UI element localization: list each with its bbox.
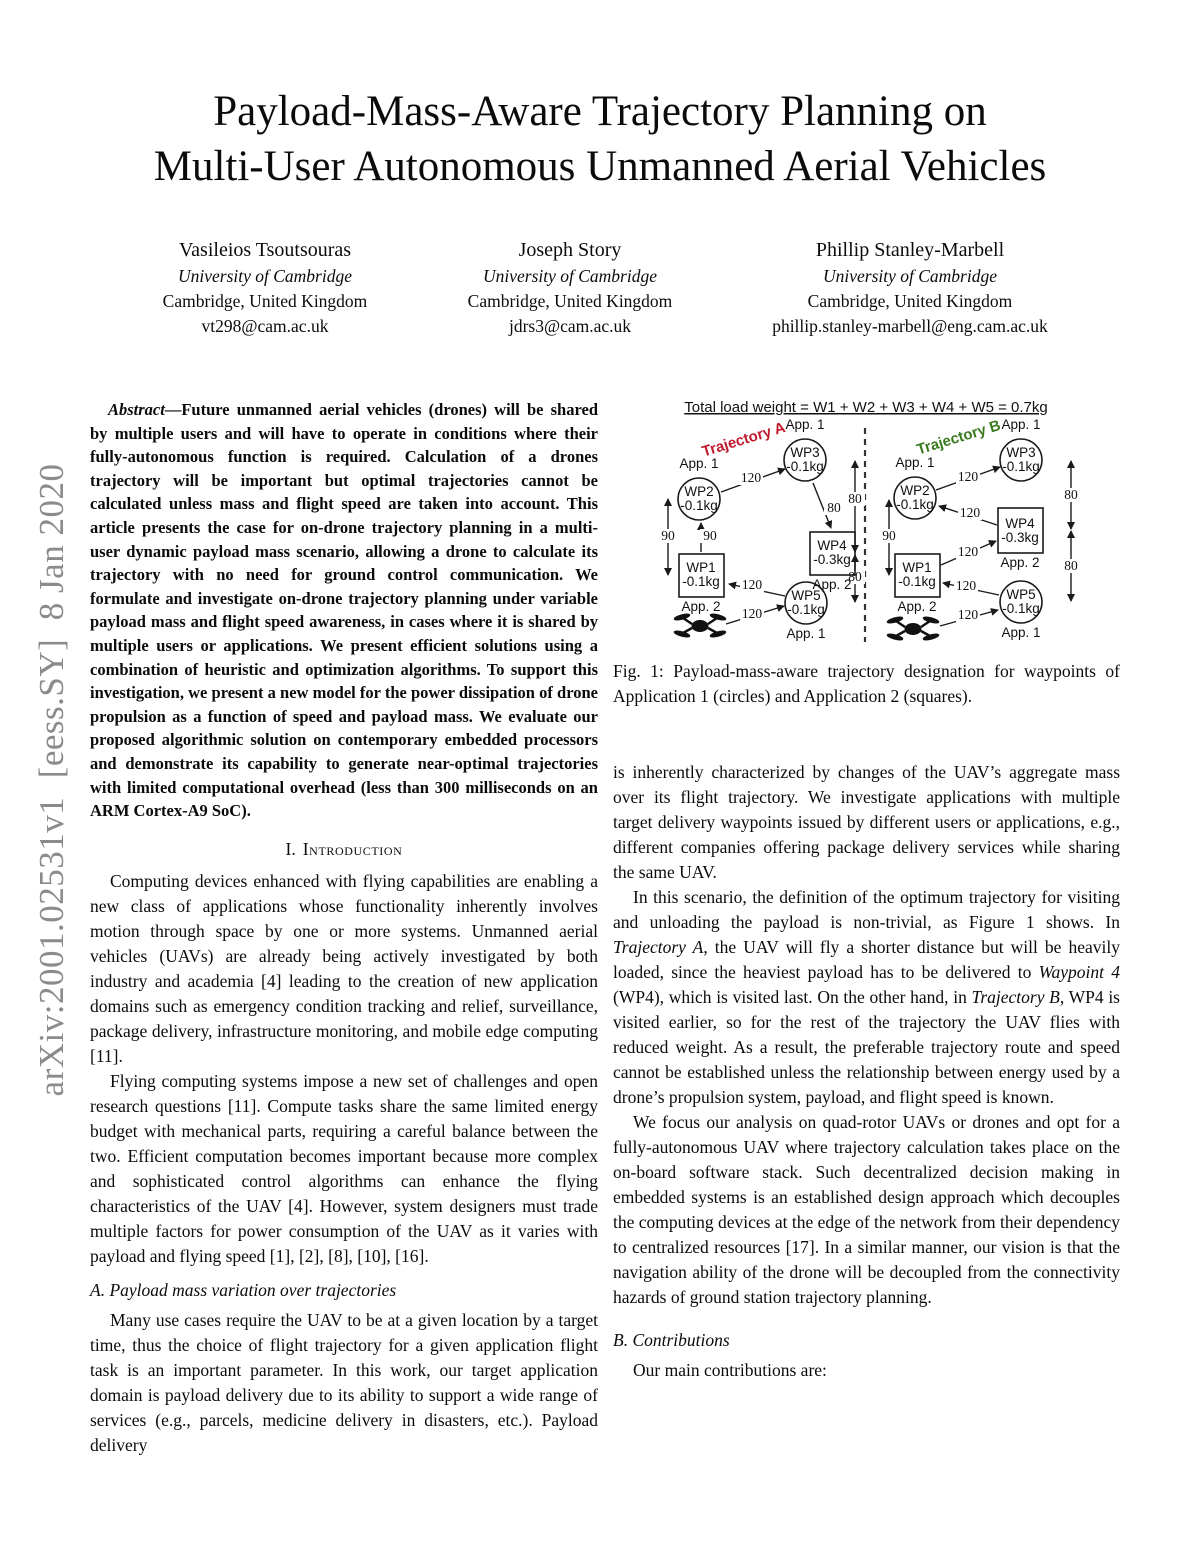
drone-icon (674, 613, 727, 638)
author-affiliation: University of Cambridge (822, 266, 997, 286)
trajectory-a-group (658, 417, 865, 641)
wp3-name: WP3 (1006, 445, 1036, 460)
distance-label-120: 120 (740, 470, 762, 485)
abstract-text: Future unmanned aerial vehicles (drones) will be shared by multiple users and will have to operate in conditions where their fully-autonomous function is required. Calculation of a drones trajectory will be important but optimal trajectories cannot be calculated unless mass and flight speed are taken into account. This article presents the case for on-drone trajectory planning in a multi-user dynamic payload mass scenario, allowing a drone to calculate its trajectory with no need for ground control communication. We formulate and investigate on-drone trajectory planning under variable payload mass and flight speed awareness, in cases where it is shared by multiple users or applications. We present efficient solutions using a combination of heuristic and optimization algorithms. To support this investigation, we present a new model for the power dissipation of drone propulsion as a function of speed and payload mass. We evaluate our proposed algorithmic solution on contemporary embedded processors and demonstrate its capability to generate near-optimal trajectories with limited computational overhead (less than 300 milliseconds on an ARM Cortex-A9 SoC). (90, 400, 598, 821)
wp5-mass: -0.1kg (1002, 601, 1040, 616)
distance-label-120: 120 (955, 578, 977, 593)
wp2-app-label: App. 1 (679, 456, 719, 471)
wp2-name: WP2 (900, 483, 930, 498)
author-name: Phillip Stanley-Marbell (815, 239, 1005, 261)
author-location: Cambridge, United Kingdom (807, 291, 1013, 311)
wp1-name: WP1 (686, 560, 716, 575)
wp3-mass: -0.1kg (1002, 459, 1040, 474)
wp1-app-label: App. 2 (897, 599, 937, 614)
dimension-label-90: 90 (661, 528, 675, 543)
figure-1 (613, 398, 1120, 709)
wp5-name: WP5 (791, 588, 821, 603)
distance-label-120: 120 (957, 607, 979, 622)
paragraph-segment: In this scenario, the definition of the optimum trajectory for visiting and unloading the payload is non-trivial, as Figure 1 shows. In (613, 887, 1120, 932)
wp2-name: WP2 (684, 484, 714, 499)
right-paragraph-2 (613, 885, 1120, 1110)
wp1-mass: -0.1kg (898, 574, 936, 589)
dimension-label-80: 80 (1064, 487, 1078, 502)
intro-paragraph-2: Flying computing systems impose a new set of challenges and open research questions [11]. Compute tasks share the same limited energy budget with mechanical parts, requiring a careful balance between the two. Efficient computation becomes important because more complex and sophisticated control algorithms can enhance the flying characteristics of the UAV [4]. However, system designers must trade multiple factors for power consumption of the UAV as it varies with payload and flying speed [1], [2], [8], [10], [16]. (90, 1070, 598, 1266)
distance-label-120: 120 (957, 544, 979, 559)
wp1-name: WP1 (902, 560, 932, 575)
figure-1-diagram (613, 398, 1120, 650)
contributions-lead-paragraph: Our main contributions are: (633, 1360, 827, 1380)
trajectory-b-mention: Trajectory B (971, 987, 1060, 1007)
wp4-name: WP4 (1005, 516, 1035, 531)
wp3-mass: -0.1kg (786, 459, 824, 474)
wp1-mass: -0.1kg (682, 574, 720, 589)
author-email: vt298@cam.ac.uk (201, 316, 329, 336)
wp3-name: WP3 (790, 445, 820, 460)
right-paragraph-3: We focus our analysis on quad-rotor UAVs or drones and opt for a fully-autonomous UAV where trajectory calculation takes place on the on-board software stack. Such decentralized decision making in embedded systems is an established design approach which decouples the computing devices at the edge of the network from their dependency to centralized resources [17]. In a similar manner, our vision is that the navigation ability of the drone will be decoupled from the connectivity hazards of ground station trajectory planning. (613, 1112, 1120, 1307)
paragraph-segment: , WP4 is visited earlier, so for the rest of the trajectory the UAV flies with reduced weight. As a result, the preferable trajectory route and speed cannot be established unless the relationship between energy used by a drone’s propulsion system, payload, and flight speed is known. (613, 987, 1120, 1107)
abstract-dash: — (164, 400, 182, 419)
dimension-label-80: 80 (848, 569, 862, 584)
author-3 (700, 236, 1120, 339)
wp2-mass: -0.1kg (680, 498, 718, 513)
paper-title-line1: Payload-Mass-Aware Trajectory Planning on (213, 88, 987, 135)
right-paragraph-1: is inherently characterized by changes of the UAV’s aggregate mass over its flight trajectory. We investigate applications with multiple target delivery waypoints issued by different users or applications, e.g., different companies offering package delivery services while sharing the same UAV. (613, 762, 1120, 882)
author-location: Cambridge, United Kingdom (467, 291, 673, 311)
drone-icon (887, 616, 940, 641)
wp4-app-label: App. 2 (1000, 555, 1040, 570)
wp5-name: WP5 (1006, 587, 1036, 602)
paragraph-segment: (WP4), which is visited last. On the other hand, in (613, 987, 972, 1007)
subsection-a-paragraph: Many use cases require the UAV to be at a given location by a target time, thus the choice of flight trajectory for a given application flight task is an important parameter. In this work, our target application domain is payload delivery due to its ability to support a wide range of services (e.g., parcels, medicine delivery in disasters, etc.). Payload delivery (90, 1309, 598, 1455)
paragraph-segment: , the UAV will fly a shorter distance but will be heavily loaded, since the heaviest payload has to be delivered to (613, 937, 1120, 982)
trajectory-b-group (879, 417, 1081, 641)
waypoint-4-mention: Waypoint 4 (1038, 962, 1121, 982)
author-1 (110, 236, 420, 339)
author-email: jdrs3@cam.ac.uk (508, 316, 632, 336)
wp5-app-label: App. 1 (786, 626, 826, 641)
distance-label-120: 120 (959, 505, 981, 520)
distance-label-120: 120 (957, 469, 979, 484)
wp2-mass: -0.1kg (896, 497, 934, 512)
author-affiliation: University of Cambridge (482, 266, 657, 286)
wp5-mass: -0.1kg (787, 602, 825, 617)
left-column (90, 398, 598, 1458)
wp4-mass: -0.3kg (1001, 530, 1039, 545)
paper-title-line2: Multi-User Autonomous Unmanned Aerial Vehicles (153, 143, 1047, 190)
author-name: Vasileios Tsoutsouras (178, 239, 352, 261)
paper-title (0, 84, 1200, 194)
wp3-app-label: App. 1 (785, 417, 825, 432)
wp5-app-label: App. 1 (1001, 625, 1041, 640)
distance-label-80: 80 (827, 500, 841, 515)
arxiv-sidebar-label: arXiv:2001.02531v1 [eess.SY] 8 Jan 2020 (32, 463, 71, 1097)
section-number: I. (285, 838, 296, 859)
distance-label-120: 120 (741, 577, 763, 592)
subsection-heading-a: A. Payload mass variation over trajectories (90, 1279, 397, 1300)
abstract-label: Abstract (108, 400, 165, 419)
trajectory-b-label: Trajectory B (914, 416, 1003, 459)
wp2-app-label: App. 1 (895, 455, 935, 470)
author-email: phillip.stanley-marbell@eng.cam.ac.uk (772, 316, 1048, 336)
dimension-label-90: 90 (882, 528, 896, 543)
figure-total-weight-label: Total load weight = W1 + W2 + W3 + W4 + W5 = 0.7kg (684, 399, 1048, 416)
section-title: Introduction (302, 838, 403, 859)
subsection-heading-b: B. Contributions (613, 1330, 730, 1350)
wp4-mass: -0.3kg (813, 552, 851, 567)
author-location: Cambridge, United Kingdom (162, 291, 368, 311)
wp1-app-label: App. 2 (681, 599, 721, 614)
right-column (613, 398, 1120, 1383)
dimension-label-80: 80 (848, 491, 862, 506)
intro-paragraph-1: Computing devices enhanced with flying capabilities are enabling a new class of applications whose functionality inherently involves motion through space by one or more systems. Unmanned aerial vehicles (UAVs) are already being actively investigated by both industry and academia [4] leading to the creation of new application domains such as emergency condition tracking and relief, surveillance, package delivery, infrastructure monitoring, and mobile edge computing [11]. (90, 870, 598, 1066)
trajectory-a-mention: Trajectory A (613, 937, 704, 957)
trajectory-a-label: Trajectory A (700, 418, 788, 461)
abstract-paragraph (90, 398, 598, 823)
dimension-label-80: 80 (1064, 558, 1078, 573)
section-heading-introduction (90, 839, 598, 860)
distance-label-90: 90 (703, 528, 717, 543)
wp4-app-label: App. 2 (812, 577, 852, 592)
wp3-app-label: App. 1 (1001, 417, 1041, 432)
author-2 (420, 236, 720, 339)
author-affiliation: University of Cambridge (177, 266, 352, 286)
distance-label-120: 120 (741, 606, 763, 621)
figure-1-caption: Fig. 1: Payload-mass-aware trajectory designation for waypoints of Application 1 (circles) and Application 2 (squares). (613, 661, 1120, 706)
author-name: Joseph Story (518, 239, 622, 261)
wp4-name: WP4 (817, 538, 847, 553)
